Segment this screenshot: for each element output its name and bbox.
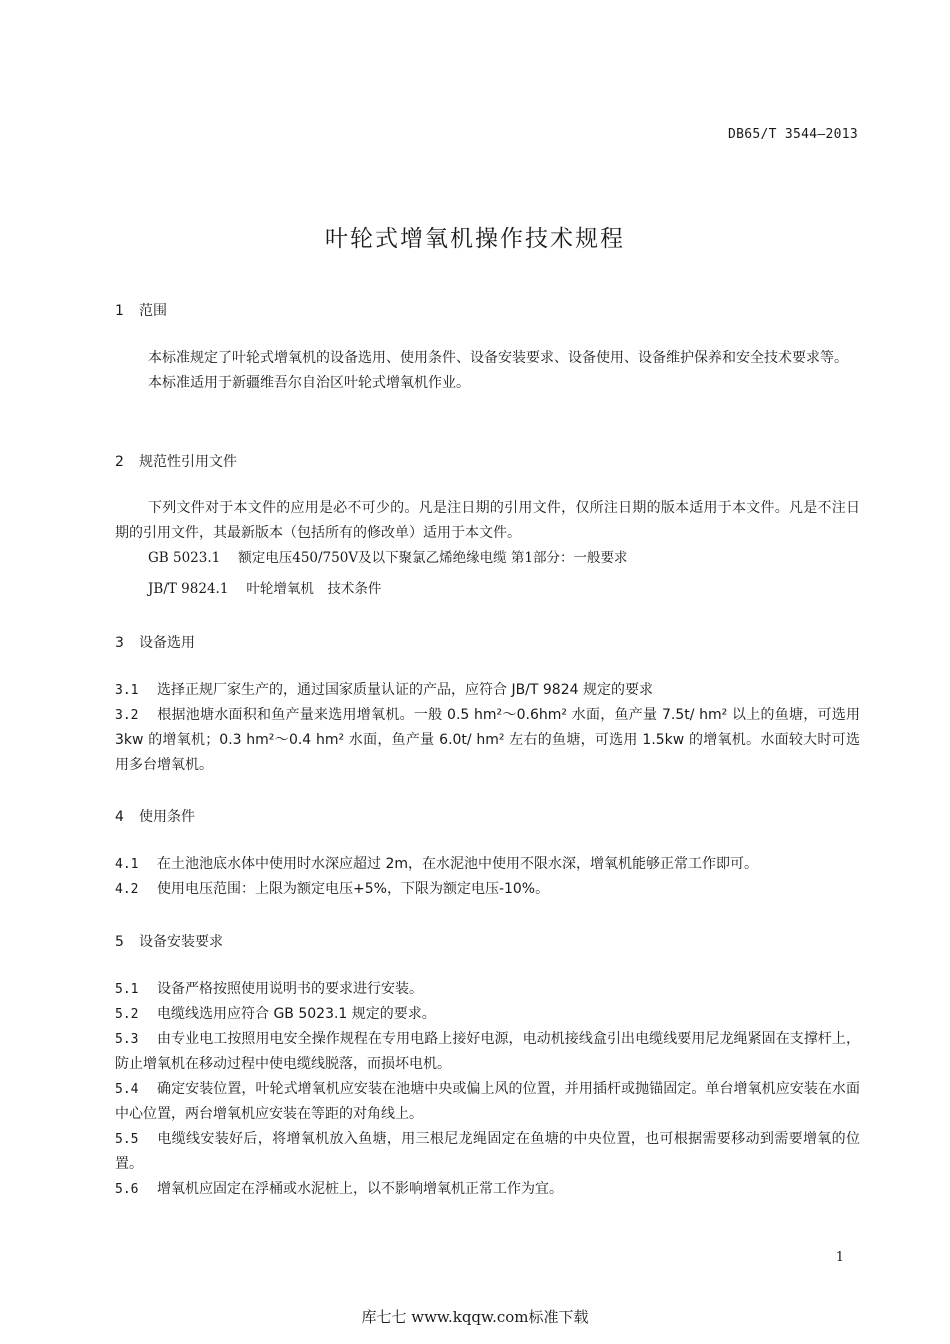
clause: [115, 1002, 860, 1027]
clause-text: 在土池池底水体中使用时水深应超过 2m，在水泥池中使用不限水深，增氧机能够正常工作即可。: [157, 856, 758, 872]
section-number: 5: [115, 934, 124, 950]
reference-code: JB/T 9824.1: [148, 581, 229, 597]
clause: [115, 1077, 860, 1127]
clause-number: 5.4: [115, 1082, 139, 1097]
clause-text: 确定安装位置，叶轮式增氧机应安装在池塘中央或偏上风的位置，并用插杆或抛锚固定。单台增氧机应安装在水面中心位置，两台增氧机应安装在等距的对角线上。: [115, 1081, 860, 1122]
section-heading-equipment-selection: [115, 632, 195, 652]
clause-text: 使用电压范围：上限为额定电压+5%，下限为额定电压-10%。: [157, 881, 550, 897]
reference-item: [115, 546, 860, 571]
clause-text: 根据池塘水面积和鱼产量来选用增氧机。一般 0.5 hm²～0.6hm² 水面，鱼产量 7.5t/ hm² 以上的鱼塘，可选用 3kw 的增氧机；0.3 hm²～0.4 hm² 水面，鱼产量 6.0t/ hm² 左右的鱼塘，可选用 1.5kw 的增氧机。水面较大时可选用多台增氧机。: [115, 707, 860, 773]
clause: [115, 1127, 860, 1177]
section-number: 1: [115, 303, 124, 319]
clause: [115, 1177, 860, 1202]
section-heading-installation-requirements: [115, 931, 223, 951]
clause: [115, 877, 860, 902]
section-heading-normative-references: [115, 451, 237, 471]
section-body-equipment-selection: [115, 678, 860, 778]
section-number: 4: [115, 809, 124, 825]
clause: [115, 1027, 860, 1077]
clause-text: 设备严格按照使用说明书的要求进行安装。: [157, 981, 423, 997]
paragraph: 下列文件对于本文件的应用是必不可少的。凡是注日期的引用文件，仅所注日期的版本适用于本文件。凡是不注日期的引用文件，其最新版本（包括所有的修改单）适用于本文件。: [115, 500, 860, 541]
section-heading-conditions-of-use: [115, 806, 195, 826]
clause: [115, 703, 860, 778]
section-number: 2: [115, 454, 124, 470]
reference-title: 叶轮增氧机 技术条件: [246, 581, 382, 597]
clause-number: 5.5: [115, 1132, 139, 1147]
paragraph: 本标准适用于新疆维吾尔自治区叶轮式增氧机作业。: [148, 375, 470, 391]
section-heading-scope: [115, 300, 167, 320]
clause-text: 选择正规厂家生产的，通过国家质量认证的产品，应符合 JB/T 9824 规定的要求: [157, 682, 653, 698]
section-title: 设备安装要求: [139, 934, 223, 950]
clause-number: 4.1: [115, 857, 139, 872]
reference-title: 额定电压450/750V及以下聚氯乙烯绝缘电缆 第1部分：一般要求: [238, 550, 628, 566]
clause-text: 电缆线选用应符合 GB 5023.1 规定的要求。: [157, 1006, 436, 1022]
page-title: 叶轮式增氧机操作技术规程: [325, 226, 625, 252]
clause: [115, 977, 860, 1002]
section-title: 设备选用: [139, 635, 195, 651]
clause-number: 3.1: [115, 683, 139, 698]
section-body-scope: [115, 346, 860, 396]
section-body-normative-references: [115, 496, 860, 602]
clause-number: 3.2: [115, 708, 139, 723]
clause-text: 由专业电工按照用电安全操作规程在专用电路上接好电源，电动机接线盒引出电缆线要用尼龙绳紧固在支撑杆上，防止增氧机在移动过程中使电缆线脱落，而损坏电机。: [115, 1031, 860, 1072]
clause-number: 5.6: [115, 1182, 139, 1197]
clause: [115, 852, 860, 877]
paragraph: 本标准规定了叶轮式增氧机的设备选用、使用条件、设备安装要求、设备使用、设备维护保养和安全技术要求等。: [148, 350, 848, 366]
section-title: 范围: [139, 303, 167, 319]
clause-text: 增氧机应固定在浮桶或水泥桩上，以不影响增氧机正常工作为宜。: [157, 1181, 563, 1197]
clause-number: 5.2: [115, 1007, 139, 1022]
section-number: 3: [115, 635, 124, 651]
page-number: 1: [835, 1250, 844, 1265]
section-body-installation-requirements: [115, 977, 860, 1202]
clause-number: 5.3: [115, 1032, 139, 1047]
section-title: 规范性引用文件: [139, 454, 237, 470]
clause-number: 5.1: [115, 982, 139, 997]
reference-code: GB 5023.1: [148, 550, 221, 566]
clause: [115, 678, 860, 703]
reference-item: [115, 577, 860, 602]
section-body-conditions-of-use: [115, 852, 860, 902]
footer-watermark: 库七七 www.kqqw.com标准下载: [361, 1308, 589, 1326]
section-title: 使用条件: [139, 809, 195, 825]
clause-text: 电缆线安装好后，将增氧机放入鱼塘，用三根尼龙绳固定在鱼塘的中央位置，也可根据需要移动到需要增氧的位置。: [115, 1131, 860, 1172]
clause-number: 4.2: [115, 882, 139, 897]
standard-code: DB65/T 3544—2013: [727, 127, 858, 142]
